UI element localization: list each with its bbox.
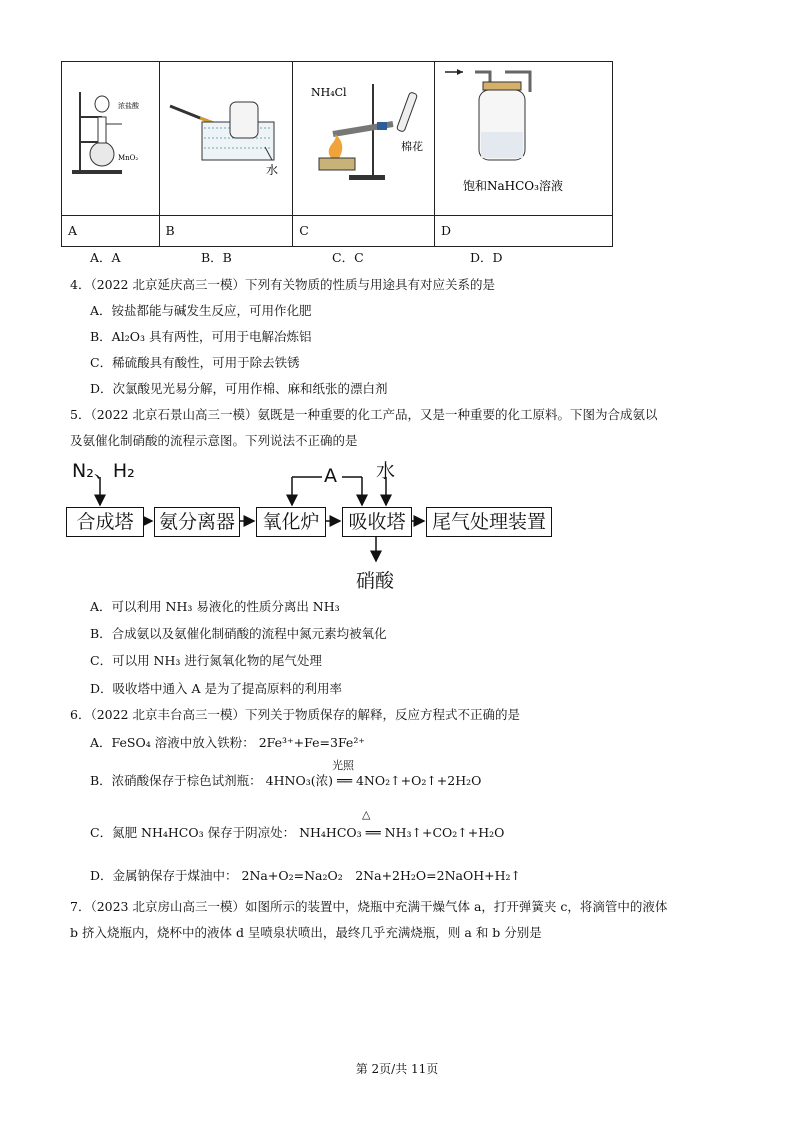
q6-option-c-equation: NH₄HCO₃ ══ NH₃↑+CO₂↑+H₂O [299,825,505,840]
chlorine-generator-icon [62,62,158,212]
apparatus-table [61,61,613,247]
q4-option-c: C．稀硫酸具有酸性，可用于除去铁锈 [90,355,300,370]
q5-stem-line1: 5．（2022 北京石景山高三一模）氨既是一种重要的化工产品，又是一种重要的化工原料。下图为合成氨以 [70,407,658,422]
cell-label-d: D [435,216,613,247]
q4-stem: 4．（2022 北京延庆高三一模）下列有关物质的性质与用途具有对应关系的是 [70,277,495,292]
flow-box-absorption-tower: 吸收塔 [342,507,412,537]
q6-option-a [90,733,365,751]
flow-box-tail-gas-treatment: 尾气处理装置 [426,507,552,537]
page-footer: 第 2页/共 11页 [355,1062,439,1076]
flow-input-water: 水 [376,460,396,482]
conc-hcl-label: 浓盐酸 [118,102,139,110]
nh4cl-label: NH₄Cl [311,86,347,99]
q4-option-d: D．次氯酸见光易分解，可用作棉、麻和纸张的漂白剂 [90,381,388,396]
apparatus-a-figure [62,62,160,216]
q4-option-a: A．铵盐都能与碱发生反应，可用作化肥 [90,303,312,318]
q7-line1: 7．（2023 北京房山高三一模）如图所示的装置中，烧瓶中充满干燥气体 a，打开弹簧夹 c，将滴管中的液体 [70,899,668,914]
q3-option-d: D．D [470,250,503,265]
q6-option-b-equation: 4HNO₃(浓) ══ 4NO₂↑+O₂↑+2H₂O [265,773,482,788]
q6-option-d [90,866,521,884]
q3-option-b: B．B [201,250,232,265]
flow-box-oxidation-furnace: 氧化炉 [256,507,326,537]
flow-input-a: A [324,465,337,487]
q5-option-b: B．合成氨以及氨催化制硝酸的流程中氮元素均被氧化 [90,626,387,641]
q6-option-b-condition: 光照 [332,759,354,772]
q6-option-a-equation: 2Fe³⁺+Fe=3Fe²⁺ [258,735,365,750]
apparatus-b-figure [159,62,293,216]
flow-input-n2h2: N₂、H₂ [72,460,135,482]
ammonia-heating-icon [293,62,433,212]
cell-label-a: A [62,216,160,247]
flow-box-synthesis-tower: 合成塔 [66,507,144,537]
apparatus-c-figure [293,62,435,216]
q7-line2: b 挤入烧瓶内，烧杯中的液体 d 呈喷泉状喷出，最终几乎充满烧瓶，则 a 和 b 分别是 [70,925,542,940]
q6-option-d-equation: 2Na+O₂=Na₂O₂ 2Na+2H₂O=2NaOH+H₂↑ [241,868,521,883]
q6-option-c [90,823,504,841]
q6-option-b-prefix: B．浓硝酸保存于棕色试剂瓶： [90,773,262,788]
apparatus-d-figure [435,62,613,216]
q6-option-a-prefix: A．FeSO₄ 溶液中放入铁粉： [90,735,255,750]
q4-option-b: B．Al₂O₃ 具有两性，可用于电解冶炼铝 [90,329,312,344]
q3-option-c: C．C [332,250,364,265]
q6-option-b [90,771,481,789]
gas-collection-icon [160,62,292,212]
nahco3-label: 饱和NaHCO₃溶液 [463,179,563,193]
cell-label-c: C [293,216,435,247]
cotton-label: 棉花 [401,140,424,153]
flow-box-ammonia-separator: 氨分离器 [154,507,240,537]
q5-stem-line2: 及氨催化制硝酸的流程示意图。下列说法不正确的是 [70,433,358,448]
water-label: 水 [265,163,278,177]
q5-option-a: A．可以利用 NH₃ 易液化的性质分离出 NH₃ [90,599,340,614]
q5-option-c: C．可以用 NH₃ 进行氮氧化物的尾气处理 [90,653,322,668]
q3-option-a: A．A [90,250,121,265]
q5-option-d: D．吸收塔中通入 A 是为了提高原料的利用率 [90,681,342,696]
q6-option-d-prefix: D．金属钠保存于煤油中： [90,868,238,883]
cell-label-b: B [159,216,293,247]
q6-option-c-prefix: C．氮肥 NH₄HCO₃ 保存于阴凉处： [90,825,296,840]
mno2-label: MnO₂ [118,154,139,162]
q6-option-c-condition: △ [362,808,371,821]
wash-bottle-icon [435,62,611,212]
flow-output-nitric-acid: 硝酸 [356,570,395,592]
q6-stem: 6．（2022 北京丰台高三一模）下列关于物质保存的解释，反应方程式不正确的是 [70,707,520,722]
